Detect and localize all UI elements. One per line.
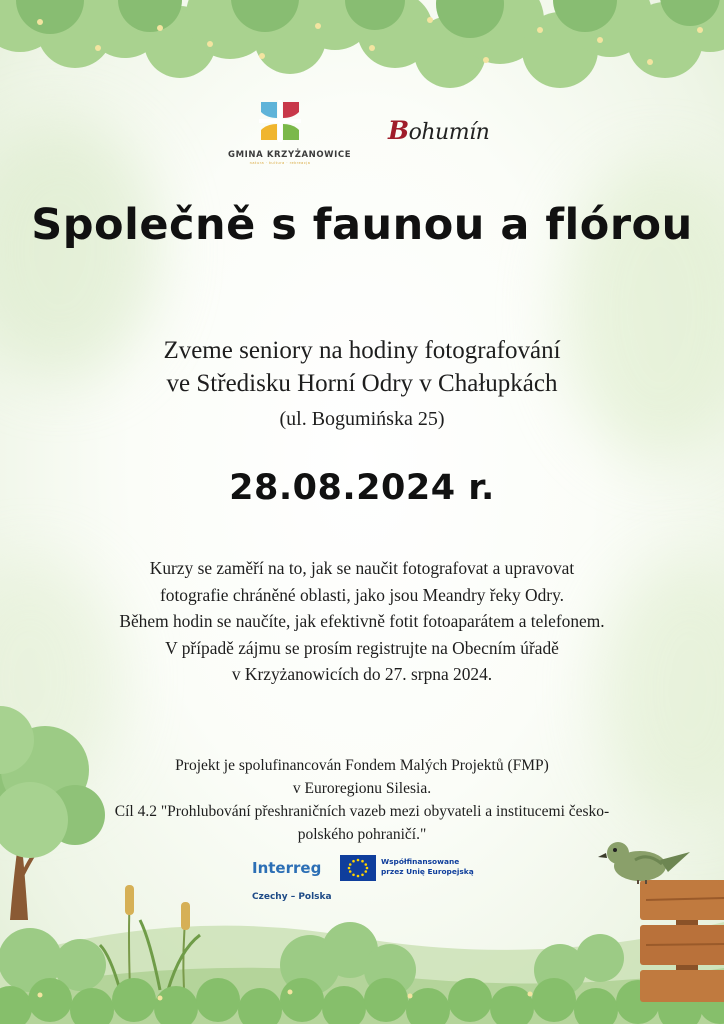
description-line-3: Během hodin se naučíte, jak efektivně fotit fotoaparátem a telefonem. — [119, 611, 605, 631]
interreg-subtitle: Czechy – Polska — [252, 892, 332, 902]
project-line-3: Cíl 4.2 "Prohlubování přeshraničních vazeb mezi obyvateli a institucemi česko- — [114, 803, 610, 820]
bohumin-logo-text: ohumín — [408, 120, 490, 145]
interreg-name: Interreg — [252, 859, 322, 877]
poster-title: Společně s faunou a flórou — [31, 200, 693, 250]
eu-flag-icon — [340, 855, 376, 881]
gmina-name: GMINA KRZYŻANOWICE — [228, 150, 352, 160]
bird-icon — [598, 842, 690, 884]
interreg-logo — [252, 859, 332, 902]
eu-text-line-2: przez Unię Europejską — [381, 867, 474, 876]
description-line-4: V případě zájmu se prosím registrujte na Obecním úřadě — [165, 637, 559, 658]
gmina-tagline: natura · kultura · rekreacja — [249, 161, 311, 165]
wooden-signpost-icon — [640, 880, 724, 1002]
bohumin-logo-initial: B — [388, 116, 409, 145]
project-line-1: Projekt je spolufinancován Fondem Malých Projektů (FMP) — [175, 757, 549, 774]
description-line-2: fotografie chráněné oblasti, jako jsou Meandry řeky Odry. — [159, 584, 565, 605]
eu-cofinancing-logo — [340, 855, 480, 881]
project-line-4: polského pohraničí." — [297, 826, 427, 843]
description-line-5: v Krzyżanowicích do 27. srpna 2024. — [231, 664, 493, 684]
project-line-2: v Euroregionu Silesia. — [292, 780, 432, 797]
eu-text-line-1: Współfinansowane — [381, 857, 460, 866]
project-info — [0, 754, 724, 846]
invitation-line-1: Zveme seniory na hodiny fotografování — [163, 337, 561, 364]
eu-text — [381, 857, 474, 877]
address: (ul. Bogumińska 25) — [279, 408, 445, 430]
invitation-line-2: ve Středisku Horní Odry v Chałupkách — [166, 370, 558, 397]
description-line-1: Kurzy se zaměří na to, jak se naučit fotografovat a upravovat — [149, 558, 575, 578]
event-date: 28.08.2024 r. — [229, 468, 495, 508]
